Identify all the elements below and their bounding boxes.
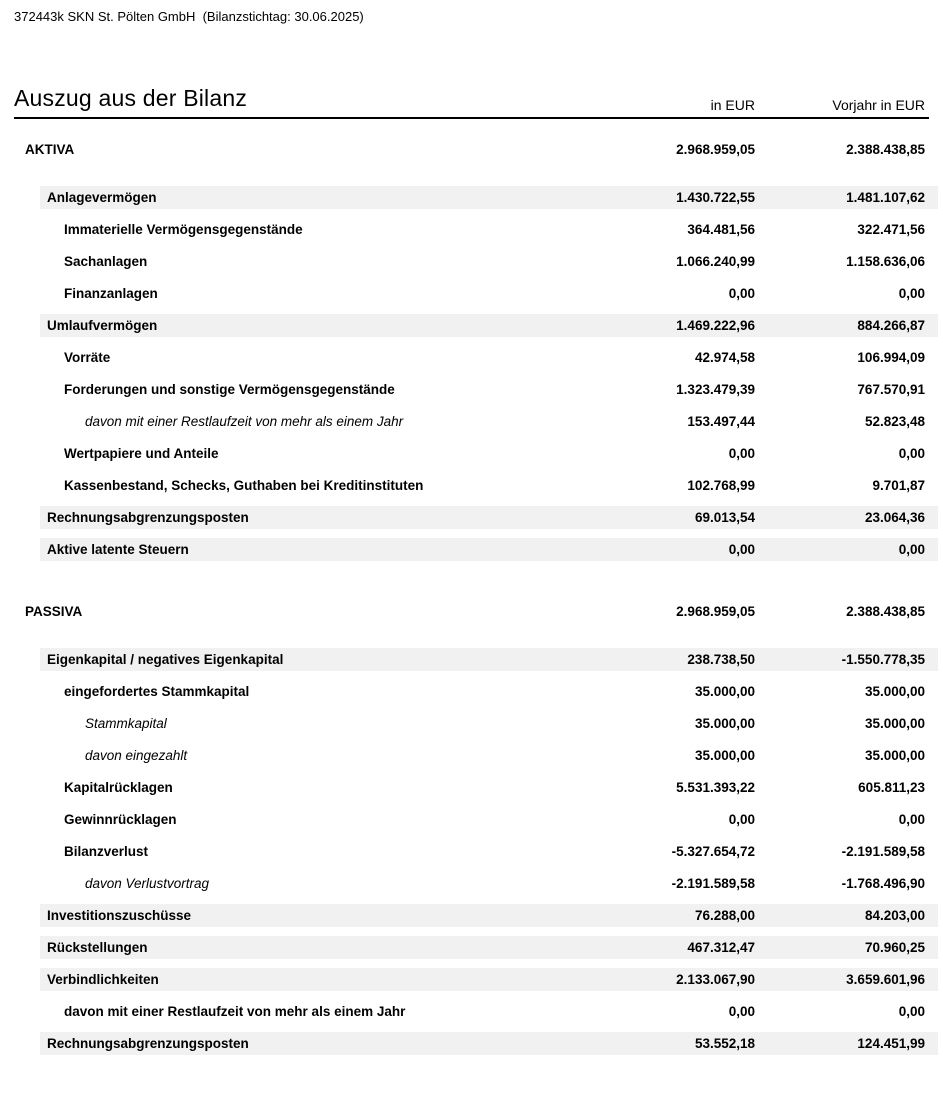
row-label: davon Verlustvortrag <box>85 875 210 891</box>
row-value-previous: 322.471,56 <box>857 221 925 237</box>
row-band <box>40 1032 938 1055</box>
row-label: davon mit einer Restlaufzeit von mehr als einem Jahr <box>64 1003 406 1019</box>
row-label: Finanzanlagen <box>64 285 158 301</box>
row-band <box>40 314 938 337</box>
row-label: Investitionszuschüsse <box>47 907 192 923</box>
section-value-previous: 2.388.438,85 <box>846 603 925 619</box>
row-value-current: 1.066.240,99 <box>676 253 755 269</box>
row-value-previous: 9.701,87 <box>872 477 925 493</box>
table-row <box>0 501 943 533</box>
row-label: Gewinnrücklagen <box>64 811 177 827</box>
section-value-current: 2.968.959,05 <box>676 603 755 619</box>
row-band <box>40 282 938 305</box>
table-row <box>0 867 943 899</box>
row-label: davon mit einer Restlaufzeit von mehr als einem Jahr <box>85 413 404 429</box>
row-value-previous: 0,00 <box>898 445 925 461</box>
row-value-previous: -1.768.496,90 <box>841 875 925 891</box>
row-band <box>40 648 938 671</box>
row-value-current: 0,00 <box>728 445 755 461</box>
row-label: Eigenkapital / negatives Eigenkapital <box>47 651 284 667</box>
row-value-previous: 3.659.601,96 <box>846 971 925 987</box>
row-value-previous: 23.064,36 <box>864 509 925 525</box>
column-header-current: in EUR <box>710 97 755 113</box>
row-value-current: 53.552,18 <box>694 1035 755 1051</box>
row-value-current: 0,00 <box>728 811 755 827</box>
row-label: eingefordertes Stammkapital <box>64 683 250 699</box>
row-value-previous: 35.000,00 <box>864 683 925 699</box>
row-value-previous: 0,00 <box>898 285 925 301</box>
row-band <box>40 378 938 401</box>
column-header-previous: Vorjahr in EUR <box>832 97 925 113</box>
row-label: Sachanlagen <box>64 253 148 269</box>
row-label: Forderungen und sonstige Vermögensgegenstände <box>64 381 395 397</box>
row-band <box>40 744 938 767</box>
row-value-previous: 0,00 <box>898 811 925 827</box>
row-value-previous: 35.000,00 <box>864 747 925 763</box>
title-rule <box>14 117 929 119</box>
row-band <box>40 442 938 465</box>
page-title: Auszug aus der Bilanz <box>14 85 248 111</box>
row-value-previous: 52.823,48 <box>864 413 925 429</box>
table-row <box>0 405 943 437</box>
row-band <box>40 840 938 863</box>
row-value-current: 364.481,56 <box>687 221 755 237</box>
row-band <box>40 250 938 273</box>
row-value-current: 76.288,00 <box>694 907 755 923</box>
row-value-previous: 1.158.636,06 <box>846 253 925 269</box>
row-value-current: 35.000,00 <box>694 715 755 731</box>
row-label: Vorräte <box>64 349 111 365</box>
document-header: 372443k SKN St. Pölten GmbH (Bilanzstichtag: 30.06.2025) <box>14 9 364 24</box>
row-value-previous: 0,00 <box>898 541 925 557</box>
row-band <box>40 474 938 497</box>
row-band <box>40 506 938 529</box>
table-row <box>0 739 943 771</box>
row-value-current: 69.013,54 <box>694 509 755 525</box>
row-value-current: 102.768,99 <box>687 477 755 493</box>
row-label: davon eingezahlt <box>85 747 188 763</box>
row-band <box>40 776 938 799</box>
row-label: Verbindlichkeiten <box>47 971 159 987</box>
table-row <box>0 341 943 373</box>
row-band <box>40 218 938 241</box>
row-value-current: 2.133.067,90 <box>676 971 755 987</box>
section-gap <box>0 565 943 595</box>
row-value-current: 153.497,44 <box>687 413 755 429</box>
row-label: Rechnungsabgrenzungsposten <box>47 1035 249 1051</box>
row-label: Kapitalrücklagen <box>64 779 173 795</box>
row-band <box>40 346 938 369</box>
row-value-current: 0,00 <box>728 285 755 301</box>
table-row <box>0 245 943 277</box>
row-band <box>40 1000 938 1023</box>
table-row <box>0 213 943 245</box>
table-row <box>0 469 943 501</box>
row-band <box>40 936 938 959</box>
row-value-previous: 35.000,00 <box>864 715 925 731</box>
table-row <box>0 771 943 803</box>
row-value-previous: -2.191.589,58 <box>841 843 925 859</box>
table-row <box>0 931 943 963</box>
row-value-current: 0,00 <box>728 1003 755 1019</box>
row-band <box>40 904 938 927</box>
row-band <box>40 968 938 991</box>
table-row <box>0 803 943 835</box>
header-gap <box>0 627 943 643</box>
row-label: Stammkapital <box>85 715 167 731</box>
balance-table <box>0 133 943 1059</box>
row-value-current: -2.191.589,58 <box>671 875 755 891</box>
table-row <box>0 835 943 867</box>
row-value-current: 0,00 <box>728 541 755 557</box>
section-row <box>0 595 943 627</box>
row-band <box>40 808 938 831</box>
row-label: Rechnungsabgrenzungsposten <box>47 509 249 525</box>
section-value-current: 2.968.959,05 <box>676 141 755 157</box>
table-row <box>0 437 943 469</box>
table-row <box>0 309 943 341</box>
table-row <box>0 181 943 213</box>
row-value-previous: 1.481.107,62 <box>846 189 925 205</box>
table-row <box>0 643 943 675</box>
table-row <box>0 373 943 405</box>
row-value-current: 35.000,00 <box>694 683 755 699</box>
section-label: PASSIVA <box>25 603 83 619</box>
row-label: Umlaufvermögen <box>47 317 158 333</box>
row-value-previous: 124.451,99 <box>857 1035 925 1051</box>
row-value-current: 1.323.479,39 <box>676 381 755 397</box>
row-band <box>40 680 938 703</box>
row-value-previous: 70.960,25 <box>864 939 925 955</box>
row-value-previous: 767.570,91 <box>857 381 925 397</box>
table-row <box>0 899 943 931</box>
row-value-current: 1.430.722,55 <box>676 189 755 205</box>
table-row <box>0 675 943 707</box>
row-band <box>40 410 938 433</box>
section-value-previous: 2.388.438,85 <box>846 141 925 157</box>
table-row <box>0 533 943 565</box>
row-band <box>40 872 938 895</box>
row-label: Kassenbestand, Schecks, Guthaben bei Kreditinstituten <box>64 477 424 493</box>
row-band <box>40 186 938 209</box>
row-label: Immaterielle Vermögensgegenstände <box>64 221 303 237</box>
header-gap <box>0 165 943 181</box>
row-value-current: 1.469.222,96 <box>676 317 755 333</box>
row-label: Wertpapiere und Anteile <box>64 445 219 461</box>
table-row <box>0 277 943 309</box>
row-value-previous: -1.550.778,35 <box>841 651 925 667</box>
row-label: Bilanzverlust <box>64 843 149 859</box>
table-row <box>0 995 943 1027</box>
row-value-current: 467.312,47 <box>687 939 755 955</box>
row-value-previous: 0,00 <box>898 1003 925 1019</box>
row-value-current: 35.000,00 <box>694 747 755 763</box>
row-value-previous: 84.203,00 <box>864 907 925 923</box>
row-value-current: -5.327.654,72 <box>671 843 755 859</box>
row-value-current: 42.974,58 <box>694 349 755 365</box>
row-value-current: 5.531.393,22 <box>676 779 755 795</box>
row-label: Rückstellungen <box>47 939 148 955</box>
section-row <box>0 133 943 165</box>
row-value-current: 238.738,50 <box>687 651 755 667</box>
row-value-previous: 106.994,09 <box>857 349 925 365</box>
row-label: Aktive latente Steuern <box>47 541 189 557</box>
table-row <box>0 1027 943 1059</box>
row-value-previous: 884.266,87 <box>857 317 925 333</box>
row-label: Anlagevermögen <box>47 189 157 205</box>
table-row <box>0 707 943 739</box>
row-band <box>40 538 938 561</box>
row-value-previous: 605.811,23 <box>858 779 925 795</box>
table-row <box>0 963 943 995</box>
row-band <box>40 712 938 735</box>
section-label: AKTIVA <box>25 141 75 157</box>
